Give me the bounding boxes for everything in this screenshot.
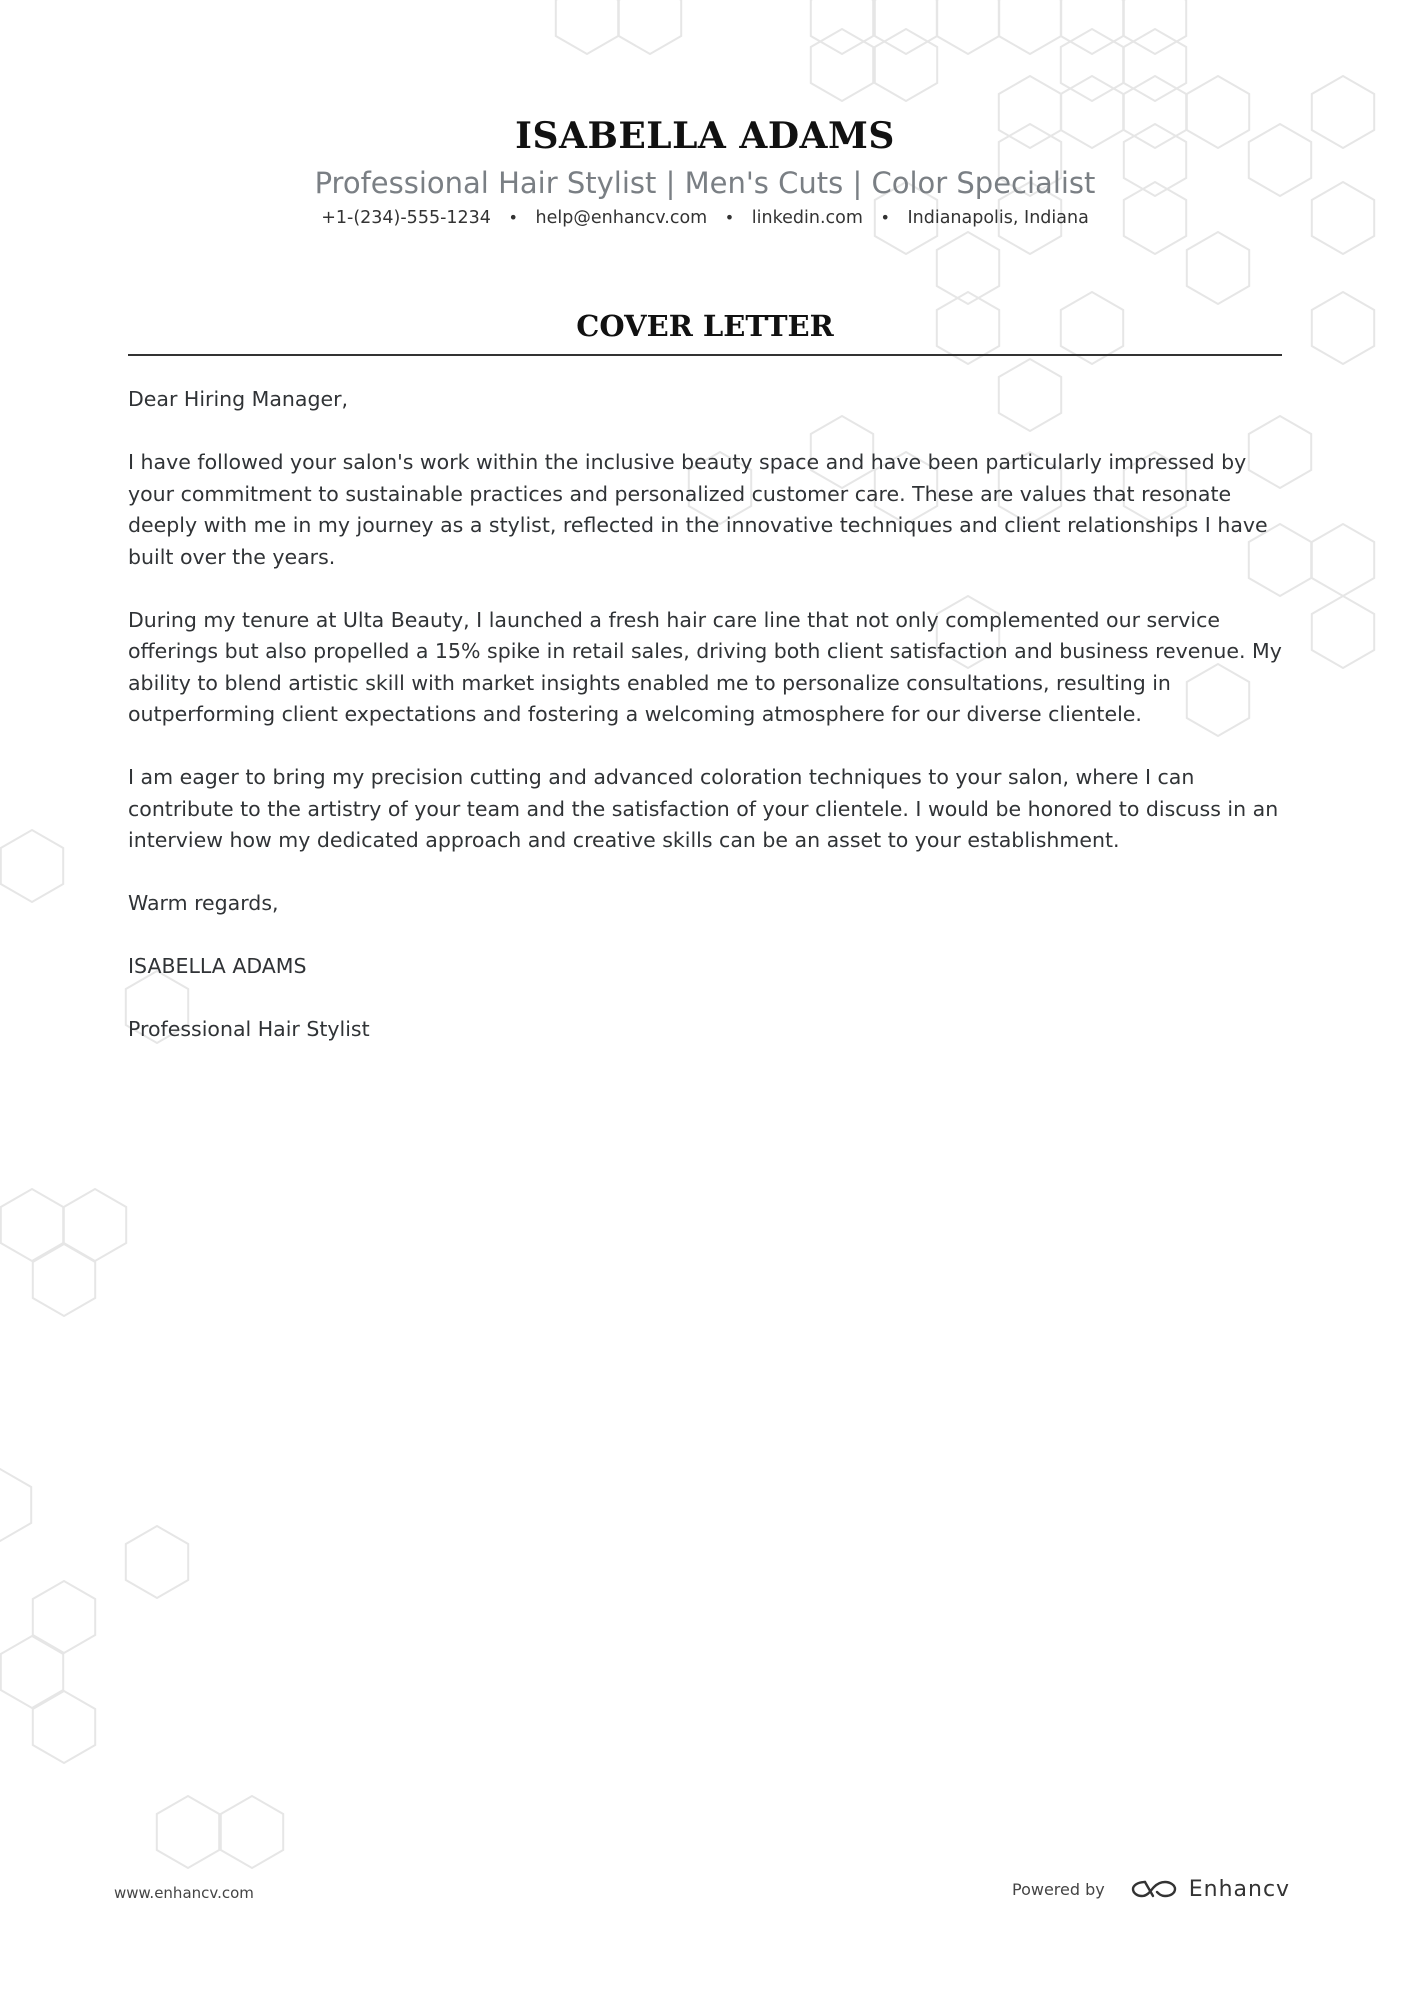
candidate-headline: Professional Hair Stylist | Men's Cuts | Color Specialist [314,166,1096,200]
letter-closing: Warm regards, [128,891,279,915]
background-hexagon [1124,29,1186,101]
background-hexagon [1312,292,1374,364]
background-hexagon [1,1636,63,1708]
background-hexagon [937,232,999,304]
background-hexagon [126,1526,188,1598]
background-hexagon [0,1469,31,1541]
background-hexagon [1061,29,1123,101]
letter-greeting: Dear Hiring Manager, [128,387,349,411]
contact-location: Indianapolis, Indiana [907,208,1089,228]
signature-title: Professional Hair Stylist [128,1017,370,1041]
contact-email[interactable]: help@enhancv.com [535,208,708,228]
enhancv-logo-icon [1131,1876,1177,1902]
background-hexagon [33,1244,95,1316]
background-hexagon [1124,0,1186,54]
section-title: COVER LETTER [576,309,834,343]
resume-header [0,110,1410,230]
background-hexagon [999,0,1061,54]
footer-website[interactable]: www.enhancv.com [114,1884,254,1902]
contact-phone[interactable]: +1-(234)-555-1234 [321,208,491,228]
background-hexagon [937,0,999,54]
background-hexagon [1,1189,63,1261]
background-hexagon [221,1796,283,1868]
contact-separator: • [508,208,518,227]
background-hexagon [875,29,937,101]
background-hexagon [875,0,937,54]
background-hexagon [811,29,873,101]
background-hexagon [811,0,873,54]
powered-by-label: Powered by [1012,1879,1105,1899]
background-hexagon [1187,232,1249,304]
contact-separator: • [724,208,735,227]
letter-paragraph: I am eager to bring my precision cutting and advanced coloration techniques to your salon, where I can contribute to the artistry of your team and the satisfaction of your clientele. I would be honored to discuss in an interview how my dedicated approach and creative skills can be an asset to your establishment. [128,765,1279,852]
background-hexagon [33,1581,95,1653]
background-hexagon [64,1189,126,1261]
background-hexagon [556,0,618,54]
footer-branding[interactable] [1012,1876,1290,1902]
letter-body [128,384,1282,1077]
contact-linkedin[interactable]: linkedin.com [751,208,863,228]
background-hexagon [1312,524,1374,596]
section-divider [128,354,1282,356]
letter-paragraph: I have followed your salon's work within the inclusive beauty space and have been particularly impressed by your commitment to sustainable practices and personalized customer care. These are values that resonate deeply with me in my journey as a stylist, reflected in the innovative techniques and client relationships I have built over the years. [128,450,1268,569]
letter-paragraph: During my tenure at Ulta Beauty, I launched a fresh hair care line that not only complemented our service offerings but also propelled a 15% spike in retail sales, driving both client satisfaction and business revenue. My ability to blend artistic skill with market insights enabled me to personalize consultations, resulting in outperforming client expectations and fostering a welcoming atmosphere for our diverse clientele. [128,607,1282,726]
candidate-name: ISABELLA ADAMS [515,115,895,157]
signature-name: ISABELLA ADAMS [128,954,307,978]
enhancv-wordmark: Enhancv [1188,1876,1291,1902]
background-hexagon [157,1796,219,1868]
background-hexagon [1061,0,1123,54]
background-hexagon [619,0,681,54]
background-hexagon [33,1691,95,1763]
background-hexagon [1,830,63,902]
background-hexagon [1312,596,1374,668]
contact-separator: • [880,208,890,227]
contact-line [0,206,1410,230]
